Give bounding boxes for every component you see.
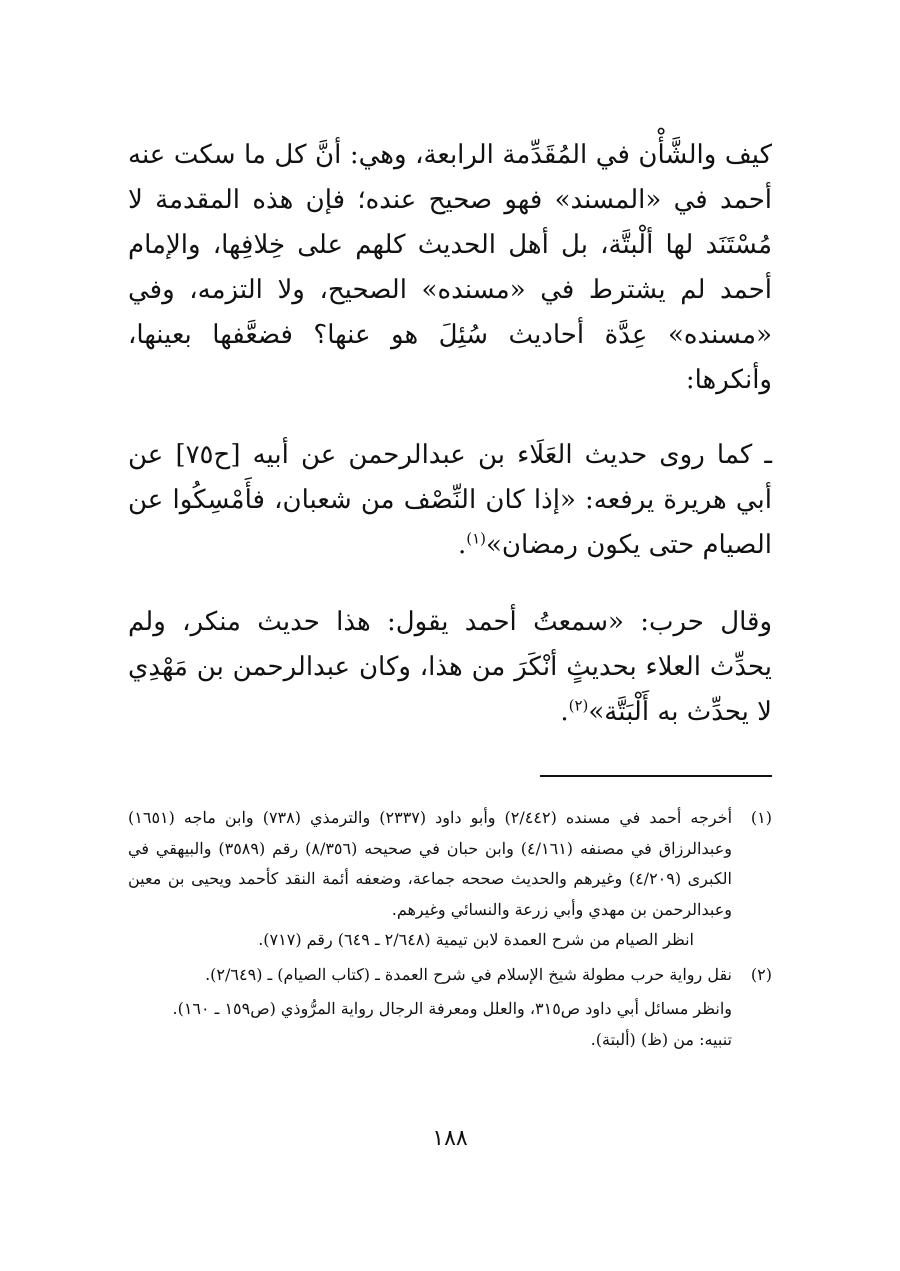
footnotes bbox=[128, 803, 772, 1055]
footnote-1 bbox=[128, 803, 772, 925]
paragraph-3-end: . bbox=[560, 697, 569, 727]
footnote-2-extra: وانظر مسائل أبي داود ص٣١٥، والعلل ومعرفة الرجال رواية المرُّوذي (ص١٥٩ ـ ١٦٠). bbox=[172, 999, 732, 1018]
footnote-2-text: نقل رواية حرب مطولة شيخ الإسلام في شرح العمدة ـ (كتاب الصيام) ـ (٢/٦٤٩). bbox=[205, 964, 732, 984]
footnote-ref-2: (٢) bbox=[568, 696, 589, 715]
body-paragraph-2 bbox=[128, 433, 772, 568]
paragraph-2-text: ـ كما روى حديث العَلَاء بن عبدالرحمن عن أبيه [ح٧٥] عن أبي هريرة يرفعه: «إذا كان النِّصْف من شعبان، فأَمْسِكُوا عن الصيام حتى يكون رمضان» bbox=[128, 440, 772, 560]
body-paragraph-1: كيف والشَّأْن في المُقَدِّمة الرابعة، وهي: أنَّ كل ما سكت عنه أحمد في «المسند» فهو صحيح عنده؛ فإن هذه المقدمة لا مُسْتَنَد لها ألْبتَّة، بل أهل الحديث كلهم على خِلافِها، والإمام أحمد لم يشترط في «مسنده» الصحيح، ولا التزمه، وفي «مسنده» عِدَّة أحاديث سُئِلَ هو عنها؟ فضعَّفها بعينها، وأنكرها: bbox=[128, 140, 772, 395]
footnote-2-note: تنبيه: من (ظ) (ألبتة). bbox=[590, 1029, 732, 1049]
footnote-2 bbox=[128, 960, 772, 991]
page-number: ١٨٨ bbox=[432, 1126, 468, 1151]
footnote-1-text: أخرجه أحمد في مسنده (٢/٤٤٢) وأبو داود (٢٣٣٧) والترمذي (٧٣٨) وابن ماجه (١٦٥١) وعبدالرزاق في مصنفه (٤/١٦١) وابن حبان في صحيحه (٨/٣٥٦) رقم (٣٥٨٩) والبيهقي في الكبرى (٤/٢٠٩) وغيرهم والحديث صححه جماعة، وضعفه أئمة النقد كأحمد ويحيى بن معين وعبدالرحمن بن مهدي وأبي زرعة والنسائي وغيرهم. bbox=[128, 808, 733, 919]
paragraph-2-end: . bbox=[457, 530, 467, 560]
footnote-separator bbox=[540, 775, 772, 777]
footnote-ref-1: (١) bbox=[466, 529, 486, 548]
body-paragraph-3 bbox=[128, 600, 772, 735]
footnote-1-extra: انظر الصيام من شرح العمدة لابن تيمية (٢/٦٤٨ ـ ٦٤٩) رقم (٧١٧). bbox=[258, 930, 694, 949]
footnote-2-number: (٢) bbox=[750, 964, 772, 984]
paragraph-3-text: وقال حرب: «سمعتُ أحمد يقول: هذا حديث منكر، ولم يحدِّث العلاء بحديثٍ أنْكَرَ من هذا، وكان عبدالرحمن بن مَهْدِي لا يحدِّث به أَلْبَتَّة» bbox=[128, 607, 772, 727]
footnote-1-number: (١) bbox=[750, 808, 772, 827]
